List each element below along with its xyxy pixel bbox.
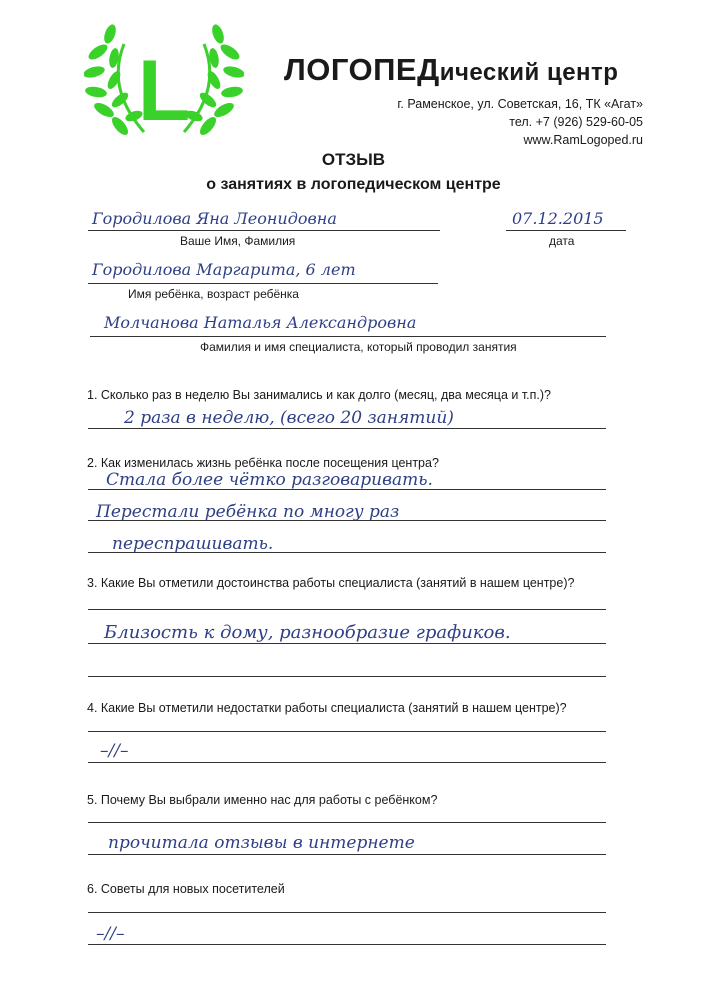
- date-caption: дата: [549, 234, 575, 248]
- brand-name: [284, 52, 618, 88]
- answer-line: [88, 944, 606, 945]
- answer-line: [88, 762, 606, 763]
- answer-2-line-2: Перестали ребёнка по многу раз: [96, 502, 400, 522]
- brand-main: ЛОГОПЕД: [284, 52, 440, 87]
- address: г. Раменское, ул. Советская, 16, ТК «Агат»: [397, 97, 643, 111]
- date-line: [506, 230, 626, 231]
- logo-letter: L: [137, 43, 191, 139]
- phone: тел. +7 (926) 529-60-05: [509, 115, 643, 129]
- answer-line: [88, 609, 606, 610]
- answer-line: [88, 520, 606, 521]
- logo: [84, 14, 244, 144]
- specialist-line: [90, 336, 606, 337]
- page-subtitle: о занятиях в логопедическом центре: [206, 176, 501, 193]
- website: www.RamLogoped.ru: [523, 133, 643, 147]
- laurel-wreath-icon: [84, 14, 244, 144]
- question-1: 1. Сколько раз в неделю Вы занимались и как долго (месяц, два месяца и т.п.)?: [87, 388, 551, 402]
- answer-line: [88, 854, 606, 855]
- answer-line: [88, 643, 606, 644]
- name-caption: Ваше Имя, Фамилия: [180, 234, 296, 248]
- answer-3-line-1: Близость к дому, разнообразие графиков.: [104, 622, 511, 643]
- specialist-answer: Молчанова Наталья Александровна: [104, 313, 417, 332]
- child-line: [88, 283, 438, 284]
- answer-line: [88, 552, 606, 553]
- child-answer: Городилова Маргарита, 6 лет: [92, 260, 356, 279]
- page-title: ОТЗЫВ: [321, 150, 386, 169]
- answer-line: [88, 676, 606, 677]
- answer-2-line-3: переспрашивать.: [112, 534, 274, 554]
- answer-5-line-1: прочитала отзывы в интернете: [108, 833, 415, 853]
- specialist-caption: Фамилия и имя специалиста, который проводил занятия: [200, 340, 517, 354]
- answer-1-line-1: 2 раза в неделю, (всего 20 занятий): [124, 408, 454, 428]
- answer-line: [88, 731, 606, 732]
- answer-line: [88, 822, 606, 823]
- question-4: 4. Какие Вы отметили недостатки работы специалиста (занятий в нашем центре)?: [87, 701, 567, 715]
- brand-sub: ический центр: [439, 59, 619, 86]
- question-6: 6. Советы для новых посетителей: [87, 882, 285, 896]
- answer-2-line-1: Стала более чётко разговаривать.: [106, 470, 433, 490]
- answer-line: [88, 912, 606, 913]
- name-line: [88, 230, 440, 231]
- name-answer: Городилова Яна Леонидовна: [92, 209, 337, 228]
- child-caption: Имя ребёнка, возраст ребёнка: [128, 287, 299, 301]
- date-answer: 07.12.2015: [512, 209, 604, 228]
- question-3: 3. Какие Вы отметили достоинства работы специалиста (занятий в нашем центре)?: [87, 576, 575, 590]
- answer-6-line-1: –//–: [96, 924, 125, 944]
- question-2: 2. Как изменилась жизнь ребёнка после посещения центра?: [87, 456, 439, 470]
- answer-4-line-1: –//–: [100, 741, 129, 761]
- question-5: 5. Почему Вы выбрали именно нас для работы с ребёнком?: [87, 793, 438, 807]
- answer-line: [88, 489, 606, 490]
- answer-line: [88, 428, 606, 429]
